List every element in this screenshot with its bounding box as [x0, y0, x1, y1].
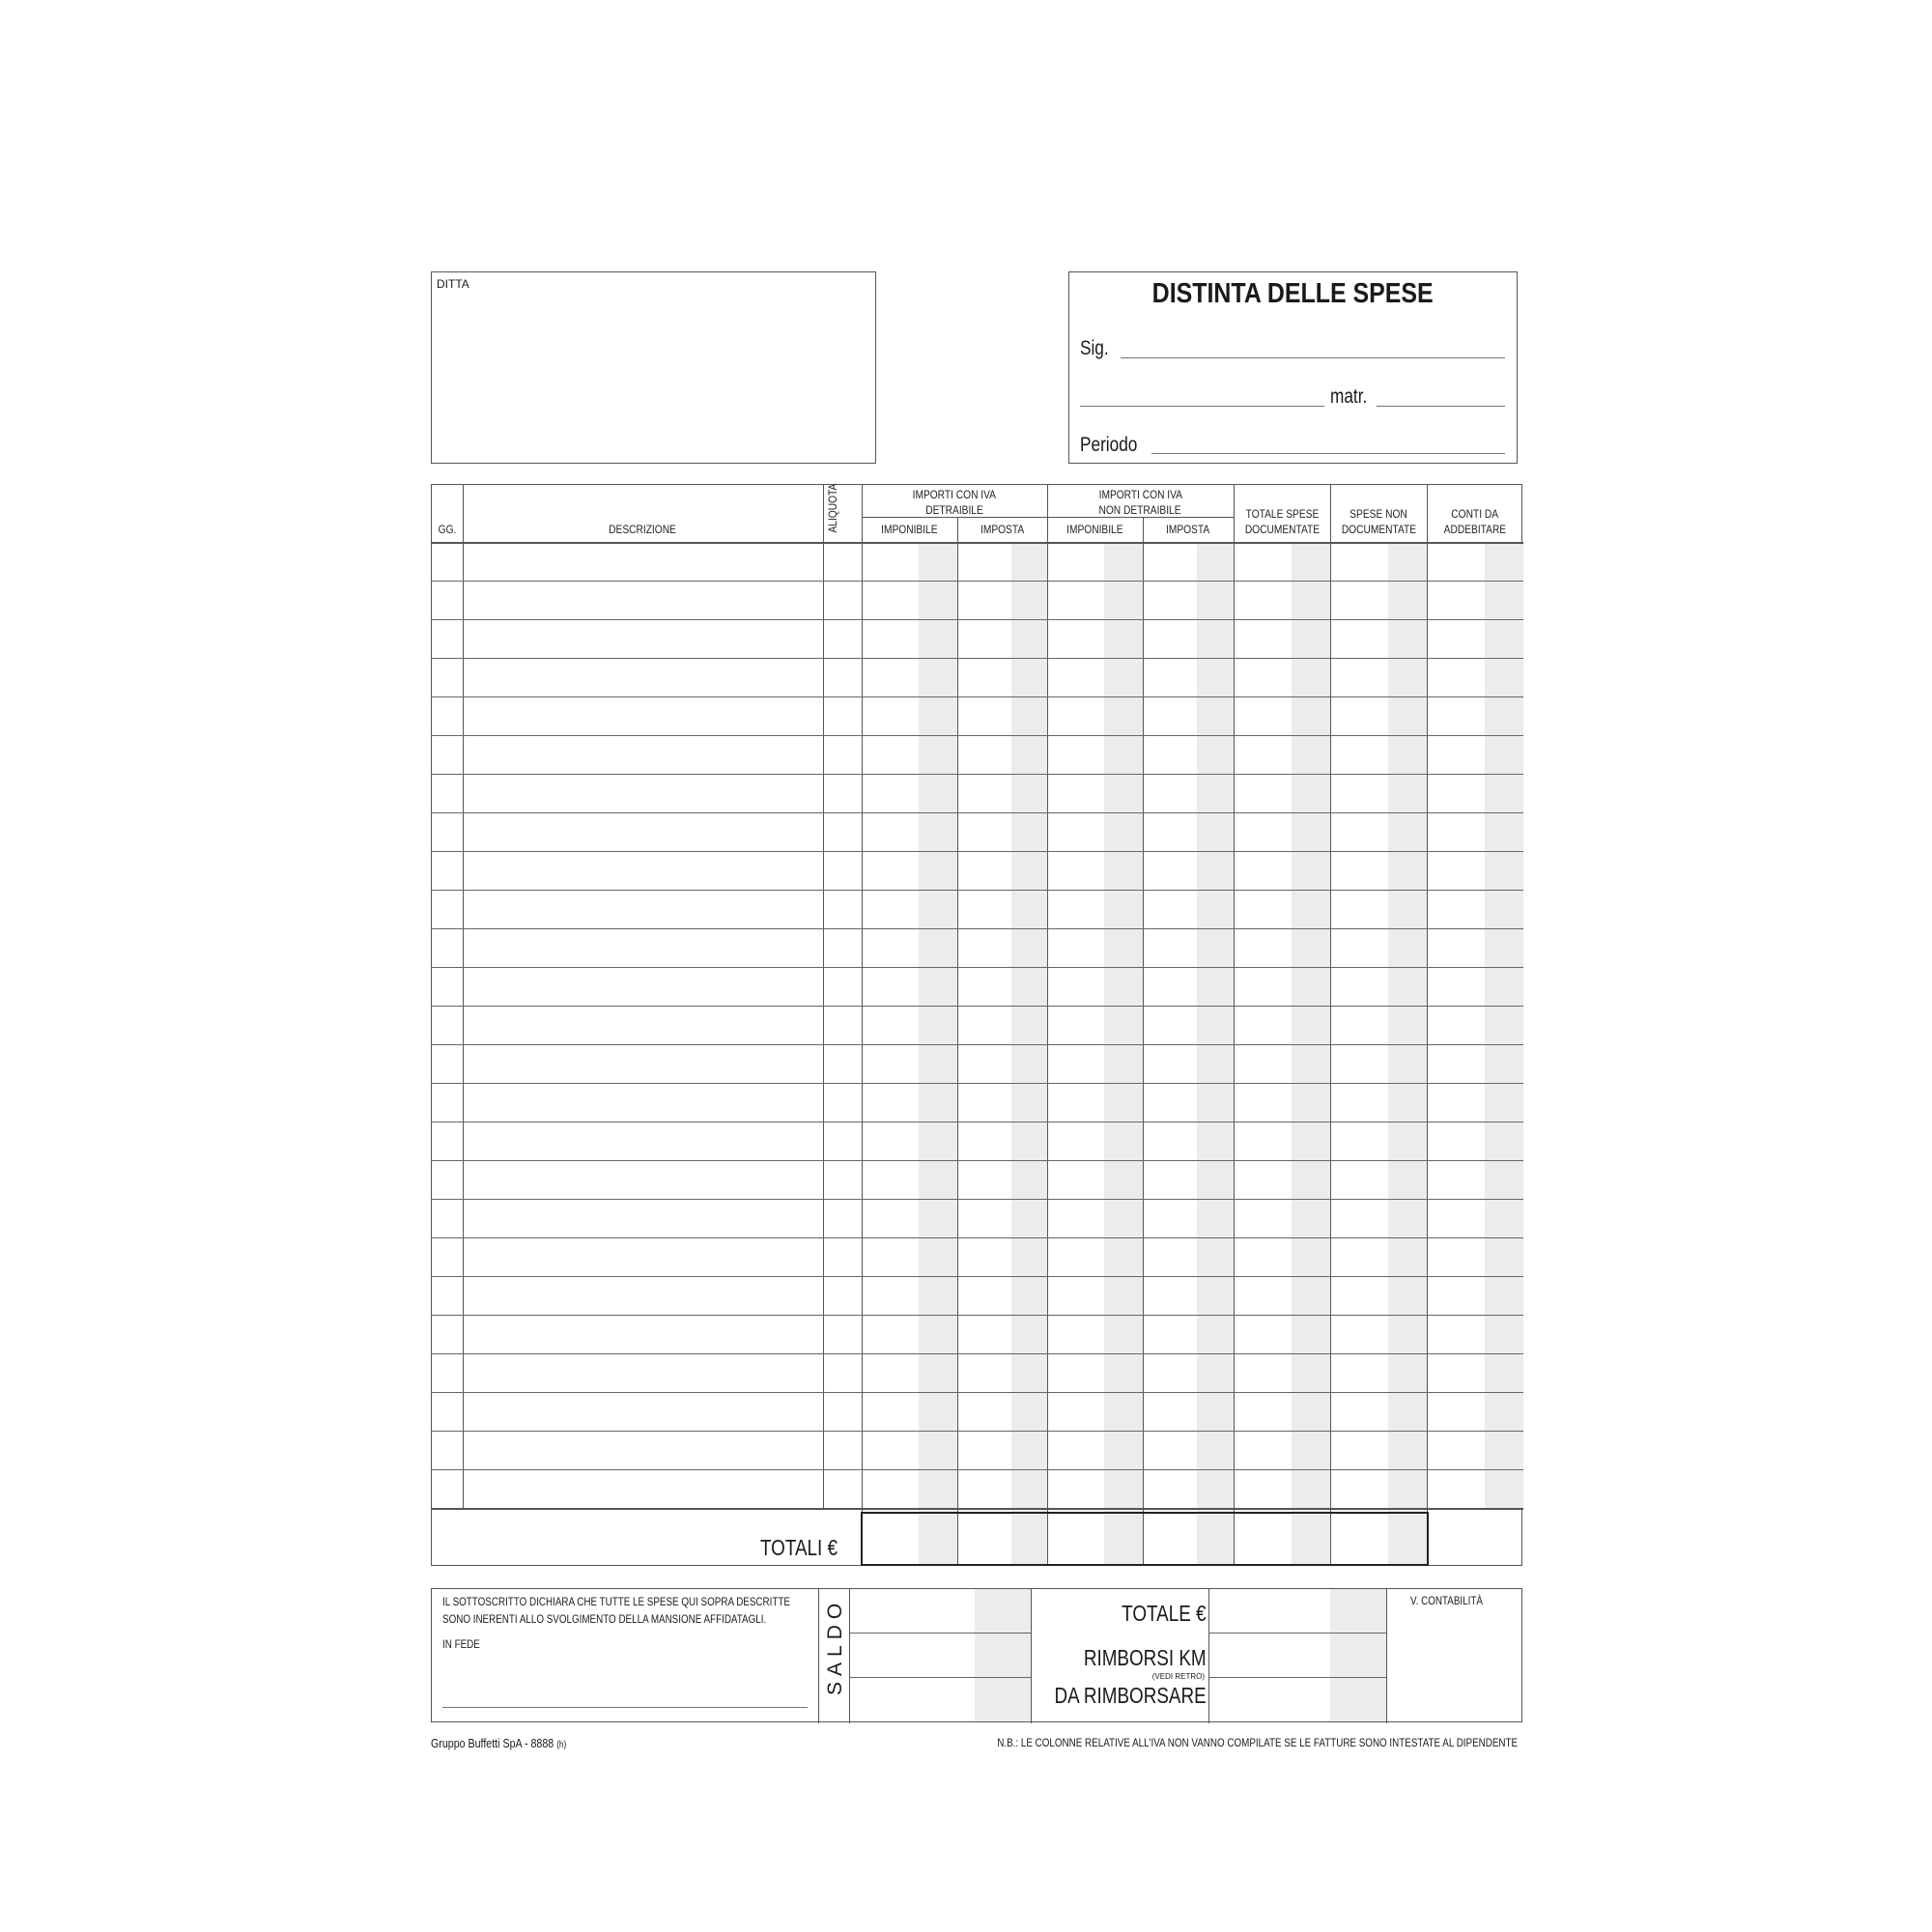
matr-field[interactable]	[1377, 406, 1505, 407]
header-spese-non: SPESE NON DOCUMENTATE	[1341, 507, 1416, 536]
declaration-text: IL SOTTOSCRITTO DICHIARA CHE TUTTE LE SPESE QUI SOPRA DESCRITTE SONO INERENTI ALLO SVOLGIMENTO DELLA MANSIONE AFFIDATAGLI.	[442, 1595, 790, 1626]
table-row[interactable]	[432, 1199, 1523, 1237]
periodo-field[interactable]	[1151, 453, 1505, 454]
table-row[interactable]	[432, 1392, 1523, 1431]
table-row[interactable]	[432, 1006, 1523, 1044]
table-row[interactable]	[432, 619, 1523, 658]
signature-field[interactable]	[442, 1707, 808, 1708]
in-fede-label: IN FEDE	[442, 1637, 480, 1651]
header-imponibile-non-detraibile: IMPONIBILE	[1066, 523, 1123, 536]
header-totale-spese: TOTALE SPESE DOCUMENTATE	[1244, 507, 1320, 536]
table-row[interactable]	[432, 696, 1523, 735]
totals-label: TOTALI €	[760, 1535, 838, 1560]
contabilita-label: V. CONTABILITÀ	[1410, 1594, 1483, 1607]
header-aliquota: ALIQUOTA	[826, 483, 839, 533]
sig-label: Sig.	[1080, 337, 1109, 359]
table-row[interactable]	[432, 542, 1523, 581]
sig-field[interactable]	[1121, 357, 1505, 358]
rimborsi-km-field[interactable]	[1208, 1634, 1386, 1677]
header-gg: GG.	[438, 523, 457, 536]
header-imponibile-detraibile: IMPONIBILE	[881, 523, 938, 536]
table-row[interactable]	[432, 1160, 1523, 1199]
company-box[interactable]	[431, 271, 876, 464]
saldo-field-1[interactable]	[849, 1589, 1031, 1633]
table-row[interactable]	[432, 1237, 1523, 1276]
table-row[interactable]	[432, 1044, 1523, 1083]
table-row[interactable]	[432, 928, 1523, 967]
expense-table	[431, 484, 1522, 1566]
header-group-detraibile: IMPORTI CON IVA DETRAIBILE	[912, 488, 997, 517]
matr-label: matr.	[1330, 385, 1368, 408]
table-row[interactable]	[432, 1469, 1523, 1508]
contabilita-field[interactable]	[1388, 1608, 1521, 1721]
header-group-non-detraibile: IMPORTI CON IVA NON DETRAIBILE	[1098, 488, 1182, 517]
table-row[interactable]	[432, 735, 1523, 774]
table-row[interactable]	[432, 658, 1523, 696]
header-descrizione: DESCRIZIONE	[609, 523, 677, 536]
table-row[interactable]	[432, 851, 1523, 890]
document-title: DISTINTA DELLE SPESE	[1151, 278, 1435, 309]
table-row[interactable]	[432, 1083, 1523, 1122]
rimborsi-note: (VEDI RETRO)	[1151, 1672, 1205, 1681]
footer-note: N.B.: LE COLONNE RELATIVE ALL'IVA NON VANNO COMPILATE SE LE FATTURE SONO INTESTATE AL DIPENDENTE	[997, 1736, 1518, 1749]
table-row[interactable]	[432, 890, 1523, 928]
header-imposta-detraibile: IMPOSTA	[980, 523, 1025, 536]
saldo-field-3[interactable]	[849, 1678, 1031, 1721]
totals-row[interactable]	[861, 1512, 1429, 1566]
table-row[interactable]	[432, 812, 1523, 851]
table-row[interactable]	[432, 774, 1523, 812]
totale-field[interactable]	[1208, 1589, 1386, 1633]
table-row[interactable]	[432, 1431, 1523, 1469]
publisher-text: Gruppo Buffetti SpA - 8888 (h)	[431, 1736, 567, 1750]
rimborsi-label: RIMBORSI KM	[1084, 1645, 1207, 1670]
table-row[interactable]	[432, 967, 1523, 1006]
table-row[interactable]	[432, 1276, 1523, 1315]
saldo-field-2[interactable]	[849, 1634, 1031, 1677]
saldo-label: SALDO	[824, 1597, 846, 1695]
company-label: DITTA	[437, 277, 469, 291]
header-imposta-non-detraibile: IMPOSTA	[1166, 523, 1210, 536]
table-row[interactable]	[432, 1315, 1523, 1353]
table-row[interactable]	[432, 1122, 1523, 1160]
title-box	[1068, 271, 1518, 464]
header-conti: CONTI DA ADDEBITARE	[1443, 507, 1507, 536]
name-field[interactable]	[1080, 406, 1324, 407]
table-row[interactable]	[432, 581, 1523, 619]
periodo-label: Periodo	[1080, 434, 1138, 456]
totale-label: TOTALE €	[1122, 1601, 1207, 1626]
da-rimborsare-label: DA RIMBORSARE	[1054, 1683, 1207, 1708]
summary-box	[431, 1588, 1522, 1722]
table-row[interactable]	[432, 1353, 1523, 1392]
da-rimborsare-field[interactable]	[1208, 1678, 1386, 1721]
